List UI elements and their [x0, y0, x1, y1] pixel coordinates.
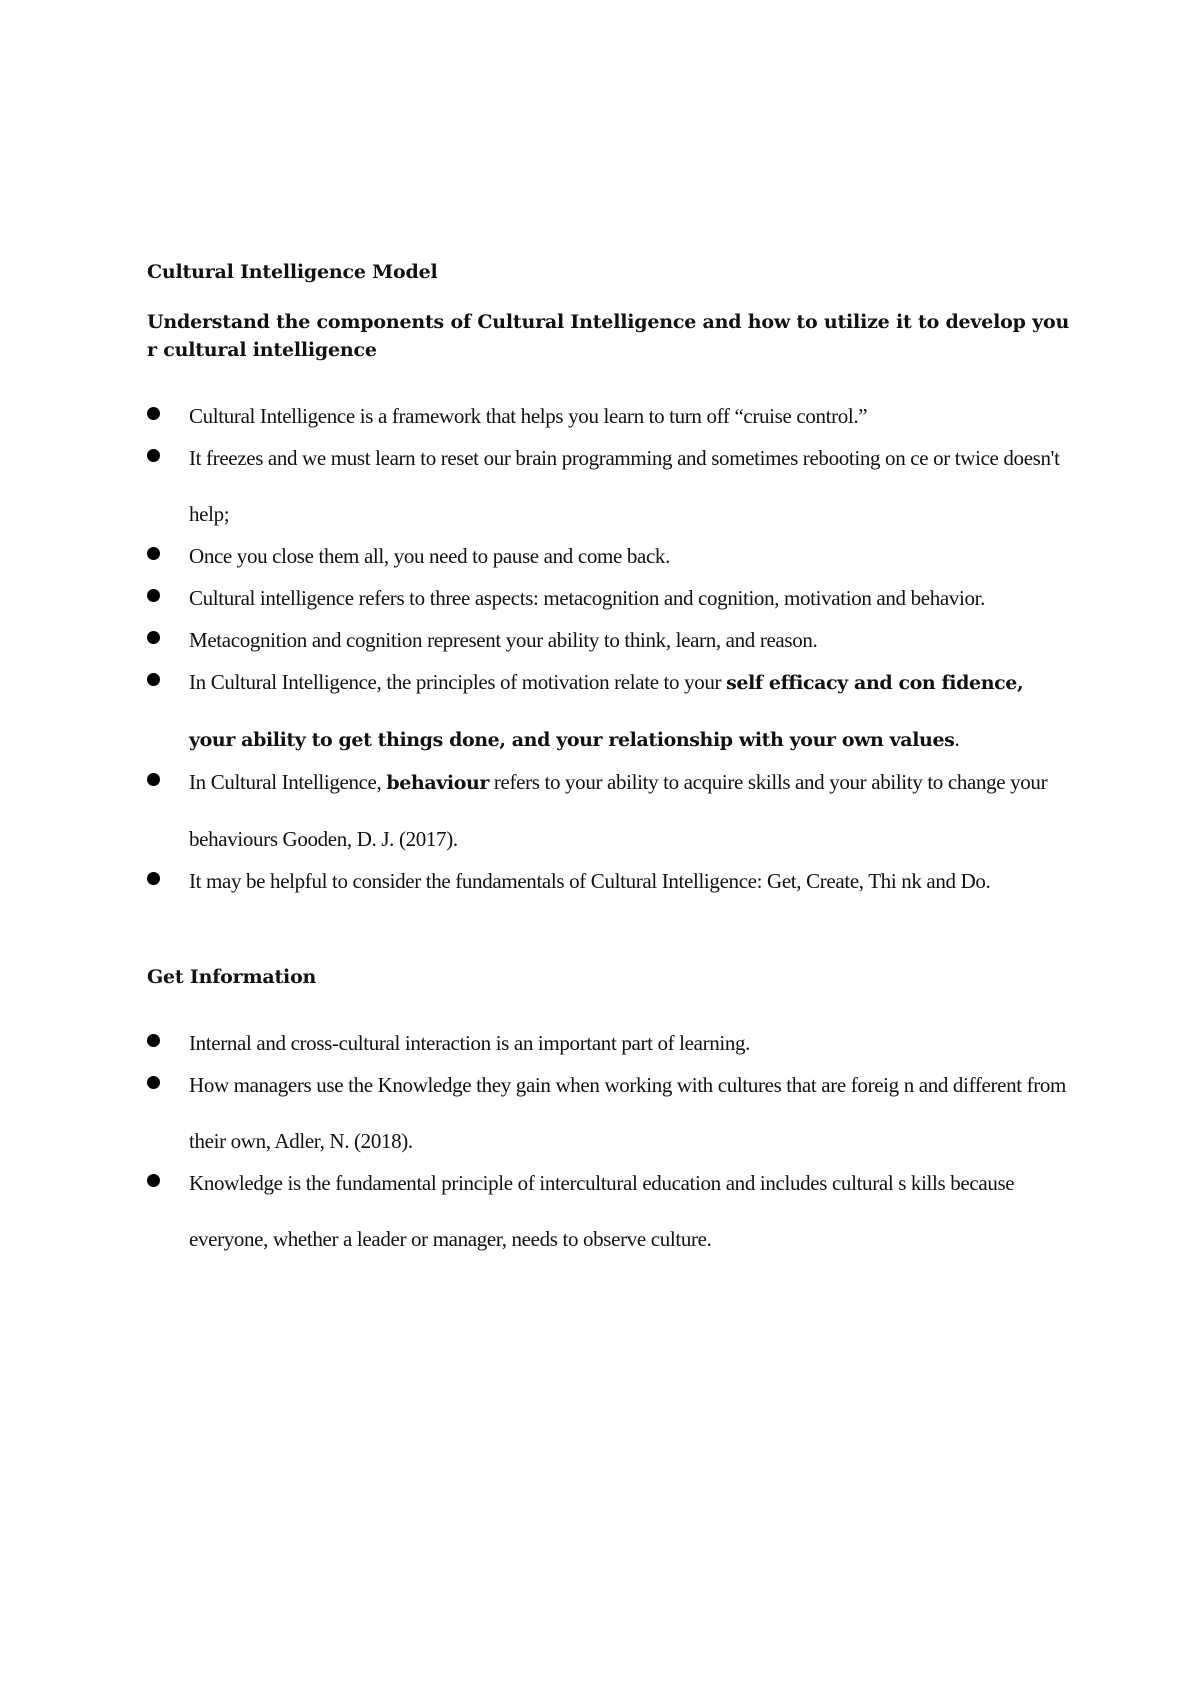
document-subtitle: Understand the components of Cultural Intelligence and how to utilize it to develop you r cultural intelligence: [147, 311, 1070, 361]
list-item-bold-text: behaviour: [386, 772, 489, 794]
list-item-text: Metacognition and cognition represent your ability to think, learn, and reason.: [189, 628, 818, 652]
bullet-icon: [147, 773, 160, 786]
list-item-text-tail: refers to your ability to acquire skills and your ability to change your behaviours Gooden, D. J. (2017).: [189, 770, 1048, 851]
main-bullet-list: [147, 388, 1072, 909]
list-item-text: It may be helpful to consider the fundamentals of Cultural Intelligence: Get, Create, Thi nk and Do.: [189, 869, 991, 893]
list-item-text: Once you close them all, you need to pause and come back.: [189, 544, 670, 568]
document-content: [147, 258, 1072, 1267]
bullet-icon: [147, 1034, 160, 1047]
bullet-icon: [147, 631, 160, 644]
list-item: [147, 1057, 1072, 1169]
get-information-bullet-list: [147, 1015, 1072, 1267]
document-title: Cultural Intelligence Model: [147, 261, 438, 283]
section-heading-get-information: Get Information: [147, 966, 317, 988]
list-item-text: Cultural Intelligence is a framework that helps you learn to turn off “cruise control.”: [189, 404, 868, 428]
list-item: [147, 654, 1072, 768]
list-item-text: Cultural intelligence refers to three aspects: metacognition and cognition, motivation and behavior.: [189, 586, 986, 610]
bullet-icon: [147, 1076, 160, 1089]
bullet-icon: [147, 547, 160, 560]
bullet-icon: [147, 1174, 160, 1187]
list-item-text-tail: .: [954, 727, 960, 751]
list-item: [147, 1155, 1072, 1267]
list-item-text-lead: In Cultural Intelligence,: [189, 770, 387, 794]
bullet-icon: [147, 673, 160, 686]
list-item-text: [189, 654, 1072, 768]
bullet-icon: [147, 407, 160, 420]
list-item: [147, 430, 1072, 542]
list-item-text: [189, 754, 1072, 867]
list-item-text-lead: In Cultural Intelligence, the principles of motivation relate to your: [189, 670, 727, 694]
list-item-text: How managers use the Knowledge they gain when working with cultures that are foreig n and different from their own, Adler, N. (2018).: [189, 1073, 1067, 1153]
list-item: [147, 853, 1072, 909]
bullet-icon: [147, 872, 160, 885]
list-item-text: Knowledge is the fundamental principle of intercultural education and includes cultural s kills because everyone, whether a leader or manager, needs to observe culture.: [189, 1171, 1015, 1251]
bullet-icon: [147, 449, 160, 462]
list-item: [147, 754, 1072, 867]
bullet-icon: [147, 589, 160, 602]
list-item-text: It freezes and we must learn to reset our brain programming and sometimes rebooting on ce or twice doesn't help;: [189, 446, 1060, 526]
list-item-text: Internal and cross-cultural interaction is an important part of learning.: [189, 1031, 751, 1055]
list-item-bold-text: self efficacy and con fidence, your ability to get things done, and your relationship with your own values: [189, 672, 1024, 751]
